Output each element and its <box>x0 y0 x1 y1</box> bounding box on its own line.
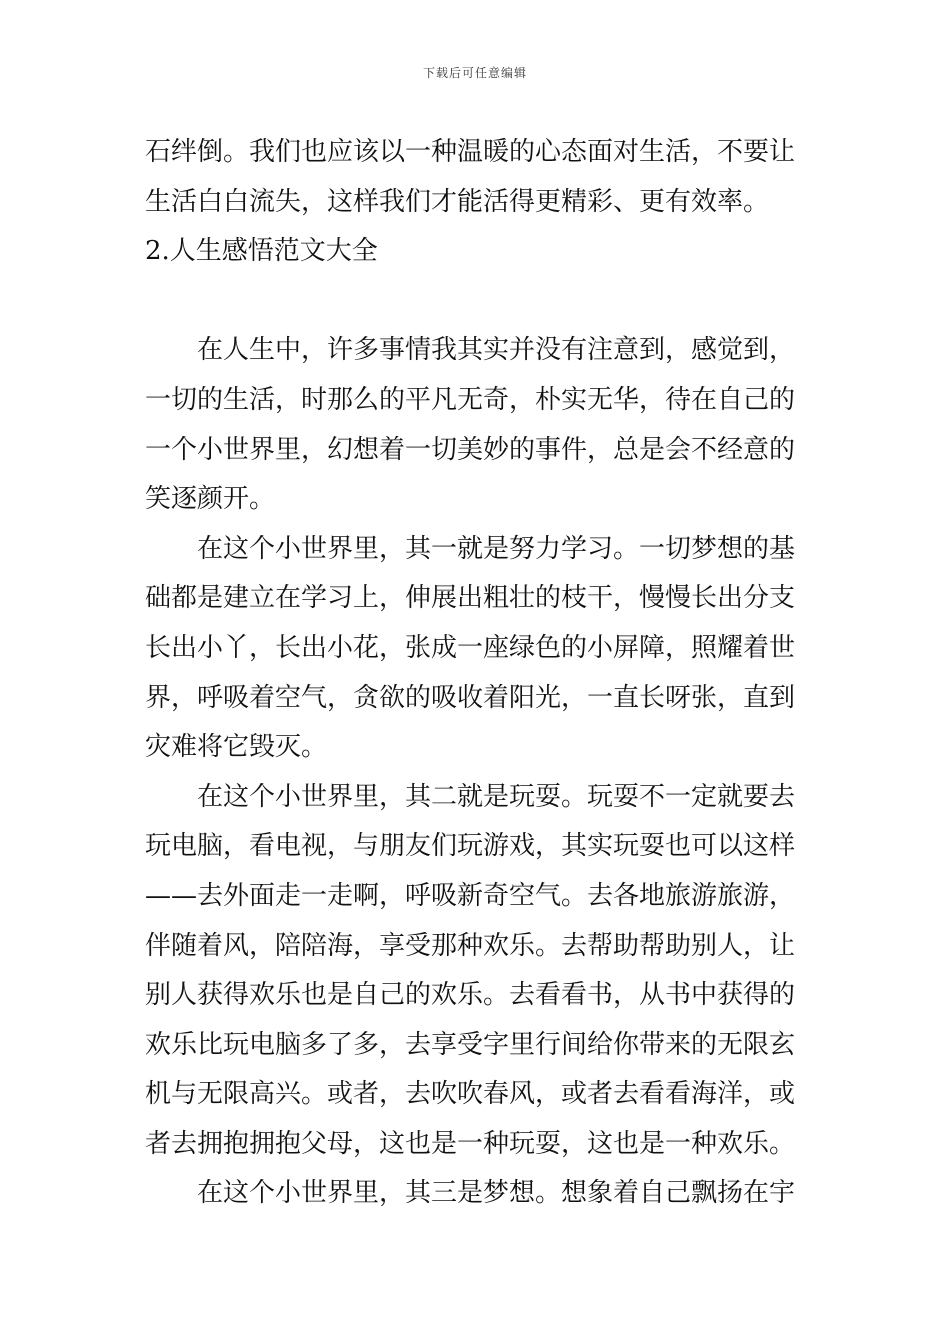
text-line: 笑逐颜开。 <box>145 484 276 515</box>
document-body <box>145 128 805 1219</box>
text-line: 石绊倒。我们也应该以一种温暖的心态面对生活，不要让 <box>145 137 796 167</box>
paragraph-start-line: 在这个小世界里，其二就是玩耍。玩耍不一定就要去 <box>197 781 796 812</box>
page-header: 下载后可任意编辑 <box>422 66 527 80</box>
paragraph-start-line: 在这个小世界里，其一就是努力学习。一切梦想的基 <box>197 533 796 564</box>
section-heading: 2.人生感悟范文大全 <box>145 236 378 267</box>
paragraph-start-line: 在人生中，许多事情我其实并没有注意到，感觉到， <box>197 335 796 366</box>
text-line: 界，呼吸着空气，贪欲的吸收着阳光，一直长呀张，直到 <box>145 682 796 713</box>
text-line: 一切的生活，时那么的平凡无奇，朴实无华，待在自己的 <box>145 384 796 415</box>
text-line: 机与无限高兴。或者，去吹吹春风，或者去看看海洋，或 <box>145 1079 796 1110</box>
text-line: 玩电脑，看电视，与朋友们玩游戏，其实玩耍也可以这样 <box>145 831 796 862</box>
text-line: 生活白白流失，这样我们才能活得更精彩、更有效率。 <box>145 186 770 217</box>
text-line: 一个小世界里，幻想着一切美妙的事件，总是会不经意的 <box>145 434 796 465</box>
paragraph-start-line: 在这个小世界里，其三是梦想。想象着自己飘扬在宇 <box>197 1178 796 1209</box>
text-line: 长出小丫，长出小花，张成一座绿色的小屏障，照耀着世 <box>145 632 796 663</box>
text-line: ——去外面走一走啊，呼吸新奇空气。去各地旅游旅游， <box>145 880 796 911</box>
text-line: 础都是建立在学习上，伸展出粗壮的枝干，慢慢长出分支 <box>145 583 796 614</box>
text-line: 伴随着风，陪陪海，享受那种欢乐。去帮助帮助别人，让 <box>145 930 796 961</box>
text-line: 灾难将它毁灭。 <box>145 732 328 763</box>
text-line: 者去拥抱拥抱父母，这也是一种玩耍，这也是一种欢乐。 <box>145 1128 796 1159</box>
text-line: 欢乐比玩电脑多了多，去享受字里行间给你带来的无限玄 <box>145 1029 796 1060</box>
text-line: 别人获得欢乐也是自己的欢乐。去看看书，从书中获得的 <box>145 980 796 1011</box>
blank-line <box>145 277 805 327</box>
